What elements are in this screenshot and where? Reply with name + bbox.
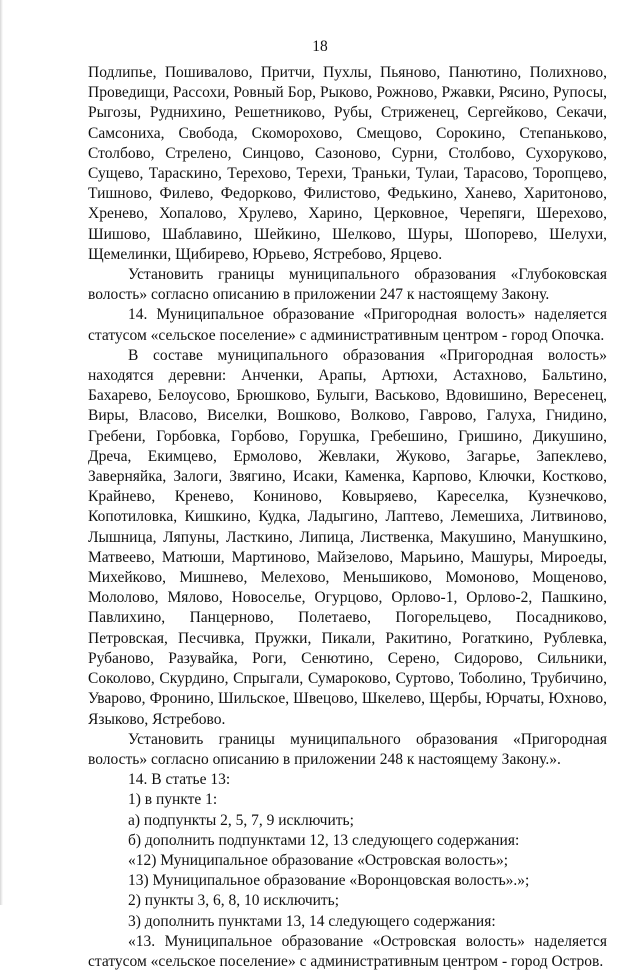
scan-edge-shadow [0,0,3,905]
paragraph-item-13-ostrovskaya-status: «13. Муниципальное образование «Островская волость» наделяется статусом «сельское поселение» с административным центром - город Остров. [88,932,607,970]
paragraph-subitem-13: 13) Муниципальное образование «Воронцовская волость».»; [128,872,530,890]
document-body [88,63,607,972]
paragraph-point-1-a: а) подпункты 2, 5, 7, 9 исключить; [128,811,354,829]
paragraph-article-13-heading: 14. В статье 13: [128,771,231,789]
page-number: 18 [312,38,328,55]
paragraph-boundaries-glubokovskaya: Установить границы муниципального образования «Глубоковская волость» согласно описанию в приложении 247 к настоящему Закону. [88,266,607,304]
paragraph-subitem-12: «12) Муниципальное образование «Островская волость»; [128,851,509,869]
paragraph-point-2: 2) пункты 3, 6, 8, 10 исключить; [128,892,340,910]
paragraph-point-1-b: б) дополнить подпунктами 12, 13 следующего содержания: [128,831,520,849]
paragraph-villages-prigorodnaya: В составе муниципального образования «Пригородная волость» находятся деревни: Анченки, Арапы, Артюхи, Астахново, Бальтино, Бахарево, Белоусово, Брюшково, Булыги, Васьково, Вдовишино, Вересенец, Виры, Власово, Виселки, Вошково, Волково, Гаврово, Галуха, Гнидино, Гребени, Горбовка, Горбово, Горушка, Гребешино, Гришино, Дикушино, Дреча, Екимцево, Ермолово, Жевлаки, Жуково, Загарье, Запеклево, Заверняйка, Залоги, Звягино, Исаки, Каменка, Карпово, Ключки, Костково, Крайнево, Кренево, Кониново, Ковыряево, Кареселка, Кузнечково, Копотиловка, Кишкино, Кудка, Ладыгино, Лаптево, Лемешиха, Литвиново, Лышница, Ляпуны, Ласткино, Липица, Лиственка, Макушино, Манушкино, Матвеево, Матюши, Мартиново, Майзелово, Марьино, Машуры, Мироеды, Михейково, Мишнево, Мелехово, Меньшиково, Момоново, Мощеново, Мололово, Мялово, Новоселье, Огурцово, Орлово-1, Орлово-2, Пашкино, Павлихино, Панцерново, Полетаево, Погорельцево, Посадниково, Петровская, Песчивка, Пружки, Пикали, Ракитино, Рогаткино, Рублевка, Рубаново, Разувайка, Роги, Сенютино, Серено, Сидорово, Сильники, Соколово, Скурдино, Спрыгали, Сумароково, Суртово, Тоболино, Трубичино, Уварово, Фронино, Шильское, Швецово, Шкелево, Щербы, Юрчаты, Юхново, Языково, Ястребово. [88,346,607,728]
paragraph-point-3: 3) дополнить пунктами 13, 14 следующего содержания: [128,912,496,930]
paragraph-point-1: 1) в пункте 1: [128,791,218,809]
paragraph-boundaries-prigorodnaya: Установить границы муниципального образования «Пригородная волость» согласно описанию в приложении 248 к настоящему Закону.». [88,730,607,768]
paragraph-villages-glubokovskaya: Подлипье, Пошивалово, Притчи, Пухлы, Пьяново, Панютино, Полихново, Проведищи, Рассохи, Ровный Бор, Рыково, Рожново, Ржавки, Рясино, Рупосы, Рыгозы, Руднихино, Решетниково, Рубы, Стриженец, Сергейково, Секачи, Самсониха, Свобода, Скоморохово, Смещово, Сорокино, Степаньково, Столбово, Стрелено, Синцово, Сазоново, Сурни, Столбово, Сухоруково, Сущево, Тараскино, Терехово, Терехи, Траньки, Тулаи, Тарасово, Торопцево, Тишново, Филево, Федорково, Филистово, Федькино, Ханево, Харитоново, Хренево, Хопалово, Хрулево, Харино, Церковное, Черепяги, Шерехово, Шишово, Шаблавино, Шейкино, Шелково, Шуры, Шопорево, Шелухи, Щемелинки, Щибирево, Юрьево, Ястребово, Ярцево. [88,64,607,263]
paragraph-item-14-prigorodnaya-status: 14. Муниципальное образование «Пригородная волость» наделяется статусом «сельское поселение» с административным центром - город Опочка. [88,306,607,344]
